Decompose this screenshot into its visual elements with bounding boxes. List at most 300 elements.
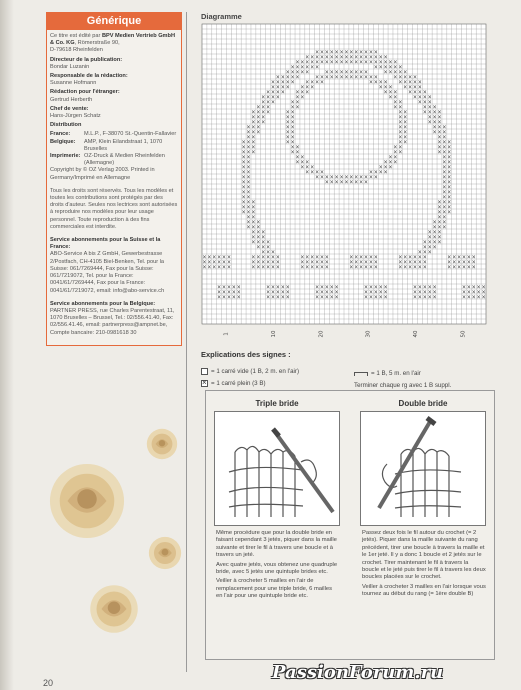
filled-cell: ×	[373, 264, 378, 271]
filled-cell: ×	[442, 224, 447, 231]
filled-cell: ×	[422, 244, 427, 251]
filled-cell: ×	[295, 99, 300, 106]
filled-cell: ×	[275, 284, 280, 291]
filled-cell: ×	[319, 54, 325, 61]
filled-cell: ×	[334, 54, 339, 61]
filled-cell: ×	[363, 259, 369, 266]
filled-cell: ×	[383, 294, 388, 301]
filled-cell: ×	[383, 64, 388, 71]
filled-cell: ×	[300, 154, 305, 161]
filled-cell: ×	[339, 49, 344, 56]
filled-cell: ×	[329, 174, 334, 181]
filled-cell: ×	[422, 264, 427, 271]
filled-cell: ×	[251, 259, 256, 266]
filled-cell: ×	[339, 174, 344, 181]
filled-cell: ×	[261, 254, 266, 261]
filled-cell: ×	[363, 289, 369, 296]
filled-cell: ×	[461, 289, 467, 296]
filled-cell: ×	[329, 289, 334, 296]
filled-cell: ×	[466, 254, 471, 261]
filled-cell: ×	[422, 284, 427, 291]
filled-cell: ×	[256, 229, 261, 236]
filled-cell: ×	[314, 289, 320, 296]
filled-cell: ×	[290, 109, 295, 116]
filled-cell: ×	[427, 234, 432, 241]
filled-cell: ×	[368, 49, 374, 56]
filled-cell: ×	[221, 264, 227, 271]
filled-cell: ×	[290, 79, 295, 86]
filled-cell: ×	[280, 79, 285, 86]
filled-cell: ×	[417, 84, 422, 91]
filled-cell: ×	[368, 59, 374, 66]
filled-cell: ×	[256, 109, 261, 116]
filled-cell: ×	[359, 49, 364, 56]
filled-cell: ×	[319, 289, 325, 296]
imprint-intro: Ce titre est édité par BPV Medien Vertrieb GmbH & Co. KG, Römerstraße 90, D-79618 Rheinfelden	[50, 33, 175, 54]
filled-cell: ×	[275, 264, 280, 271]
filled-cell: ×	[329, 59, 334, 66]
filled-cell: ×	[437, 134, 442, 141]
filled-cell: ×	[231, 284, 236, 291]
filled-cell: ×	[319, 74, 325, 81]
filled-cell: ×	[241, 189, 246, 196]
filled-cell: ×	[310, 259, 315, 266]
filled-cell: ×	[417, 89, 422, 96]
filled-cell: ×	[442, 149, 447, 156]
filled-cell: ×	[246, 149, 251, 156]
filled-cell: ×	[314, 254, 320, 261]
filled-cell: ×	[378, 169, 383, 176]
imprint-copyright: Copyright by © OZ Verlag 2003. Printed in Germany/Imprimé en Allemagne	[50, 167, 155, 181]
filled-cell: ×	[261, 259, 266, 266]
filled-cell: ×	[217, 284, 222, 291]
legend-title: Explications des signes :	[201, 350, 291, 359]
filled-cell: ×	[432, 294, 437, 301]
filled-cell: ×	[398, 129, 403, 136]
filled-cell: ×	[285, 139, 290, 146]
filled-cell: ×	[363, 254, 369, 261]
filled-cell: ×	[221, 284, 227, 291]
filled-cell: ×	[359, 59, 364, 66]
filled-cell: ×	[354, 49, 359, 56]
filled-cell: ×	[349, 174, 354, 181]
filled-cell: ×	[275, 289, 280, 296]
filled-cell: ×	[403, 134, 408, 141]
filled-cell: ×	[270, 284, 276, 291]
filled-cell: ×	[471, 289, 476, 296]
filled-cell: ×	[442, 164, 447, 171]
filled-cell: ×	[310, 54, 315, 61]
watermark: PassionForum.ru	[272, 662, 444, 683]
filled-cell: ×	[329, 284, 334, 291]
filled-cell: ×	[314, 169, 320, 176]
filled-cell: ×	[246, 154, 251, 161]
filled-cell: ×	[393, 159, 398, 166]
diagram-title: Diagramme	[201, 12, 242, 21]
filled-cell: ×	[481, 284, 486, 291]
filled-cell: ×	[261, 119, 266, 126]
filled-cell: ×	[266, 284, 271, 291]
filled-cell: ×	[476, 294, 481, 301]
filled-cell: ×	[408, 79, 413, 86]
filled-cell: ×	[398, 144, 403, 151]
filled-cell: ×	[314, 174, 320, 181]
filled-cell: ×	[373, 74, 378, 81]
filled-cell: ×	[310, 169, 315, 176]
filled-cell: ×	[432, 244, 437, 251]
filled-cell: ×	[471, 284, 476, 291]
filled-cell: ×	[324, 259, 329, 266]
stitch-instructions-panel	[205, 390, 495, 660]
filled-cell: ×	[398, 79, 403, 86]
filled-cell: ×	[266, 294, 271, 301]
filled-cell: ×	[354, 264, 359, 271]
filled-cell: ×	[319, 79, 325, 86]
filled-cell: ×	[403, 84, 408, 91]
filled-cell: ×	[383, 54, 388, 61]
filled-cell: ×	[285, 294, 290, 301]
filled-cell: ×	[388, 164, 393, 171]
filled-cell: ×	[437, 119, 442, 126]
filled-cell: ×	[447, 159, 452, 166]
filled-cell: ×	[246, 194, 251, 201]
filled-cell: ×	[334, 294, 339, 301]
filled-cell: ×	[368, 264, 374, 271]
filled-cell: ×	[403, 139, 408, 146]
filled-cell: ×	[354, 59, 359, 66]
filled-cell: ×	[285, 84, 290, 91]
filled-cell: ×	[437, 139, 442, 146]
filled-cell: ×	[398, 139, 403, 146]
filled-cell: ×	[305, 264, 310, 271]
filled-cell: ×	[422, 239, 427, 246]
empty-square-icon	[201, 368, 208, 375]
filled-cell: ×	[266, 254, 271, 261]
filled-cell: ×	[310, 79, 315, 86]
filled-cell: ×	[437, 219, 442, 226]
filled-cell: ×	[393, 94, 398, 101]
filled-cell: ×	[383, 69, 388, 76]
filled-cell: ×	[314, 259, 320, 266]
filled-cell: ×	[334, 284, 339, 291]
filled-cell: ×	[388, 89, 393, 96]
filled-cell: ×	[217, 264, 222, 271]
imprint-distribution-label: Distribution	[50, 122, 82, 129]
row-number-label: 40	[413, 330, 419, 338]
filled-cell: ×	[300, 69, 305, 76]
filled-cell: ×	[324, 174, 329, 181]
filled-cell: ×	[432, 229, 437, 236]
filled-cell: ×	[319, 284, 325, 291]
filled-cell: ×	[422, 104, 427, 111]
filled-cell: ×	[363, 284, 369, 291]
filled-cell: ×	[412, 254, 418, 261]
filled-cell: ×	[334, 49, 339, 56]
filled-cell: ×	[432, 224, 437, 231]
filled-cell: ×	[334, 174, 339, 181]
filled-cell: ×	[383, 59, 388, 66]
filled-cell: ×	[354, 74, 359, 81]
filled-cell: ×	[314, 54, 320, 61]
filled-cell: ×	[319, 49, 325, 56]
filled-cell: ×	[290, 144, 295, 151]
filled-cell: ×	[295, 89, 300, 96]
filled-cell: ×	[412, 74, 418, 81]
filled-cell: ×	[256, 219, 261, 226]
filled-cell: ×	[447, 144, 452, 151]
filled-cell: ×	[373, 289, 378, 296]
filled-cell: ×	[236, 294, 241, 301]
filled-cell: ×	[295, 154, 300, 161]
filled-cell: ×	[241, 174, 246, 181]
filled-cell: ×	[270, 99, 276, 106]
filled-cell: ×	[442, 179, 447, 186]
filled-cell: ×	[422, 289, 427, 296]
filled-cell: ×	[412, 264, 418, 271]
filled-cell: ×	[270, 294, 276, 301]
filled-cell: ×	[246, 189, 251, 196]
filled-cell: ×	[442, 124, 447, 131]
filled-cell: ×	[295, 64, 300, 71]
filled-cell: ×	[241, 199, 246, 206]
filled-cell: ×	[305, 259, 310, 266]
filled-cell: ×	[344, 49, 349, 56]
filled-cell: ×	[275, 254, 280, 261]
filled-cell: ×	[300, 94, 305, 101]
filled-cell: ×	[256, 259, 261, 266]
filled-cell: ×	[280, 89, 285, 96]
filled-cell: ×	[471, 294, 476, 301]
filled-cell: ×	[290, 104, 295, 111]
filled-cell: ×	[398, 124, 403, 131]
filled-cell: ×	[363, 59, 369, 66]
filled-cell: ×	[432, 129, 437, 136]
filled-cell: ×	[373, 174, 378, 181]
filled-cell: ×	[305, 254, 310, 261]
filled-cell: ×	[373, 284, 378, 291]
filled-cell: ×	[442, 154, 447, 161]
filled-cell: ×	[461, 294, 467, 301]
filled-cell: ×	[310, 64, 315, 71]
filled-cell: ×	[275, 94, 280, 101]
filled-cell: ×	[403, 79, 408, 86]
filled-cell: ×	[300, 164, 305, 171]
filled-cell: ×	[349, 49, 354, 56]
filled-cell: ×	[408, 84, 413, 91]
filled-cell: ×	[319, 59, 325, 66]
filled-cell: ×	[422, 94, 427, 101]
filled-cell: ×	[412, 94, 418, 101]
filled-cell: ×	[305, 169, 310, 176]
filled-cell: ×	[481, 294, 486, 301]
filled-cell: ×	[437, 209, 442, 216]
filled-cell: ×	[378, 54, 383, 61]
imprint-header: Générique	[46, 12, 182, 30]
filled-cell: ×	[447, 154, 452, 161]
filled-cell: ×	[290, 124, 295, 131]
imprint-director: Directeur de la publication: Bondar Luzanin	[50, 56, 123, 70]
filled-cell: ×	[398, 74, 403, 81]
filled-cell: ×	[324, 284, 329, 291]
filled-cell: ×	[329, 74, 334, 81]
filled-cell: ×	[295, 104, 300, 111]
filled-cell: ×	[290, 129, 295, 136]
filled-cell: ×	[447, 199, 452, 206]
filled-cell: ×	[285, 109, 290, 116]
filled-cell: ×	[447, 254, 452, 261]
filled-cell: ×	[442, 209, 447, 216]
filled-cell: ×	[437, 224, 442, 231]
filled-cell: ×	[339, 179, 344, 186]
filled-cell: ×	[378, 294, 383, 301]
filled-cell: ×	[305, 89, 310, 96]
filled-cell: ×	[368, 169, 374, 176]
filled-cell: ×	[408, 254, 413, 261]
filled-cell: ×	[266, 264, 271, 271]
filled-cell: ×	[300, 264, 305, 271]
filled-cell: ×	[221, 254, 227, 261]
filled-cell: ×	[442, 214, 447, 221]
filled-cell: ×	[437, 199, 442, 206]
legend-finish: Terminer chaque rg avec 1 B suppl.	[354, 382, 452, 389]
filled-cell: ×	[442, 174, 447, 181]
filled-cell: ×	[329, 179, 334, 186]
filled-cell: ×	[226, 284, 232, 291]
filled-cell: ×	[251, 209, 256, 216]
filled-cell: ×	[363, 49, 369, 56]
filled-cell: ×	[251, 149, 256, 156]
filled-cell: ×	[256, 239, 261, 246]
double-bride-column	[354, 399, 492, 601]
filled-cell: ×	[251, 109, 256, 116]
filled-cell: ×	[427, 109, 432, 116]
filled-cell: ×	[437, 229, 442, 236]
filled-cell: ×	[246, 209, 251, 216]
filled-cell: ×	[359, 174, 364, 181]
filled-cell: ×	[412, 284, 418, 291]
filled-cell: ×	[461, 284, 467, 291]
filled-cell: ×	[319, 259, 325, 266]
filled-cell: ×	[363, 179, 369, 186]
filled-cell: ×	[270, 94, 276, 101]
filled-cell: ×	[373, 59, 378, 66]
filled-cell: ×	[275, 74, 280, 81]
filled-cell: ×	[270, 89, 276, 96]
filled-cell: ×	[417, 79, 422, 86]
filled-cell: ×	[349, 254, 354, 261]
filled-cell: ×	[427, 294, 432, 301]
filled-cell: ×	[270, 259, 276, 266]
filled-cell: ×	[334, 59, 339, 66]
filled-cell: ×	[270, 289, 276, 296]
filled-cell: ×	[217, 289, 222, 296]
filled-cell: ×	[368, 284, 374, 291]
filled-cell: ×	[285, 289, 290, 296]
filled-cell: ×	[256, 234, 261, 241]
row-number-label: 10	[271, 330, 277, 338]
row-number-label: 50	[460, 330, 467, 338]
imprint-column	[46, 12, 182, 346]
filled-cell: ×	[471, 259, 476, 266]
filled-cell: ×	[241, 164, 246, 171]
filled-cell: ×	[383, 159, 388, 166]
filled-cell: ×	[231, 289, 236, 296]
filled-cell: ×	[447, 139, 452, 146]
filled-cell: ×	[261, 99, 266, 106]
filled-cell: ×	[305, 84, 310, 91]
filled-cell: ×	[427, 284, 432, 291]
filled-cell: ×	[261, 114, 266, 121]
filled-cell: ×	[251, 119, 256, 126]
filled-cell: ×	[359, 264, 364, 271]
filled-cell: ×	[378, 64, 383, 71]
filled-cell: ×	[295, 74, 300, 81]
rose-image	[148, 536, 182, 570]
filled-cell: ×	[246, 224, 251, 231]
filled-cell: ×	[270, 79, 276, 86]
filled-cell: ×	[461, 259, 467, 266]
filled-cell: ×	[251, 214, 256, 221]
filled-cell: ×	[339, 74, 344, 81]
filled-cell: ×	[432, 289, 437, 296]
filled-cell: ×	[246, 174, 251, 181]
filled-cell: ×	[266, 249, 271, 256]
filled-cell: ×	[447, 149, 452, 156]
imprint-box	[46, 30, 182, 346]
filled-cell: ×	[412, 289, 418, 296]
filled-cell: ×	[359, 69, 364, 76]
filled-cell: ×	[442, 159, 447, 166]
filled-cell: ×	[290, 99, 295, 106]
filled-cell: ×	[314, 59, 320, 66]
filled-cell: ×	[241, 179, 246, 186]
filled-cell: ×	[427, 229, 432, 236]
filled-cell: ×	[466, 264, 471, 271]
filled-cell: ×	[383, 169, 388, 176]
filled-cell: ×	[359, 254, 364, 261]
filled-cell: ×	[319, 294, 325, 301]
filled-cell: ×	[256, 119, 261, 126]
filled-cell: ×	[368, 54, 374, 61]
filled-cell: ×	[447, 179, 452, 186]
filled-cell: ×	[241, 204, 246, 211]
filled-cell: ×	[398, 114, 403, 121]
filled-cell: ×	[398, 259, 403, 266]
filled-cell: ×	[241, 144, 246, 151]
filled-cell: ×	[251, 204, 256, 211]
legend-bracket: = 1 B, 5 m. en l'air	[354, 370, 421, 377]
filled-cell: ×	[437, 239, 442, 246]
filled-cell: ×	[246, 204, 251, 211]
filled-cell: ×	[275, 84, 280, 91]
filled-cell: ×	[471, 264, 476, 271]
filled-cell: ×	[256, 124, 261, 131]
filled-cell: ×	[383, 164, 388, 171]
filled-cell: ×	[241, 169, 246, 176]
filled-cell: ×	[432, 239, 437, 246]
filled-cell: ×	[251, 134, 256, 141]
crochet-diagram	[200, 22, 488, 340]
filled-cell: ×	[334, 289, 339, 296]
legend-full: × = 1 carré plein (3 B)	[201, 380, 266, 387]
filled-cell: ×	[241, 209, 246, 216]
filled-cell: ×	[246, 139, 251, 146]
filled-cell: ×	[368, 79, 374, 86]
filled-cell: ×	[427, 239, 432, 246]
filled-cell: ×	[329, 69, 334, 76]
filled-cell: ×	[344, 74, 349, 81]
filled-cell: ×	[285, 69, 290, 76]
